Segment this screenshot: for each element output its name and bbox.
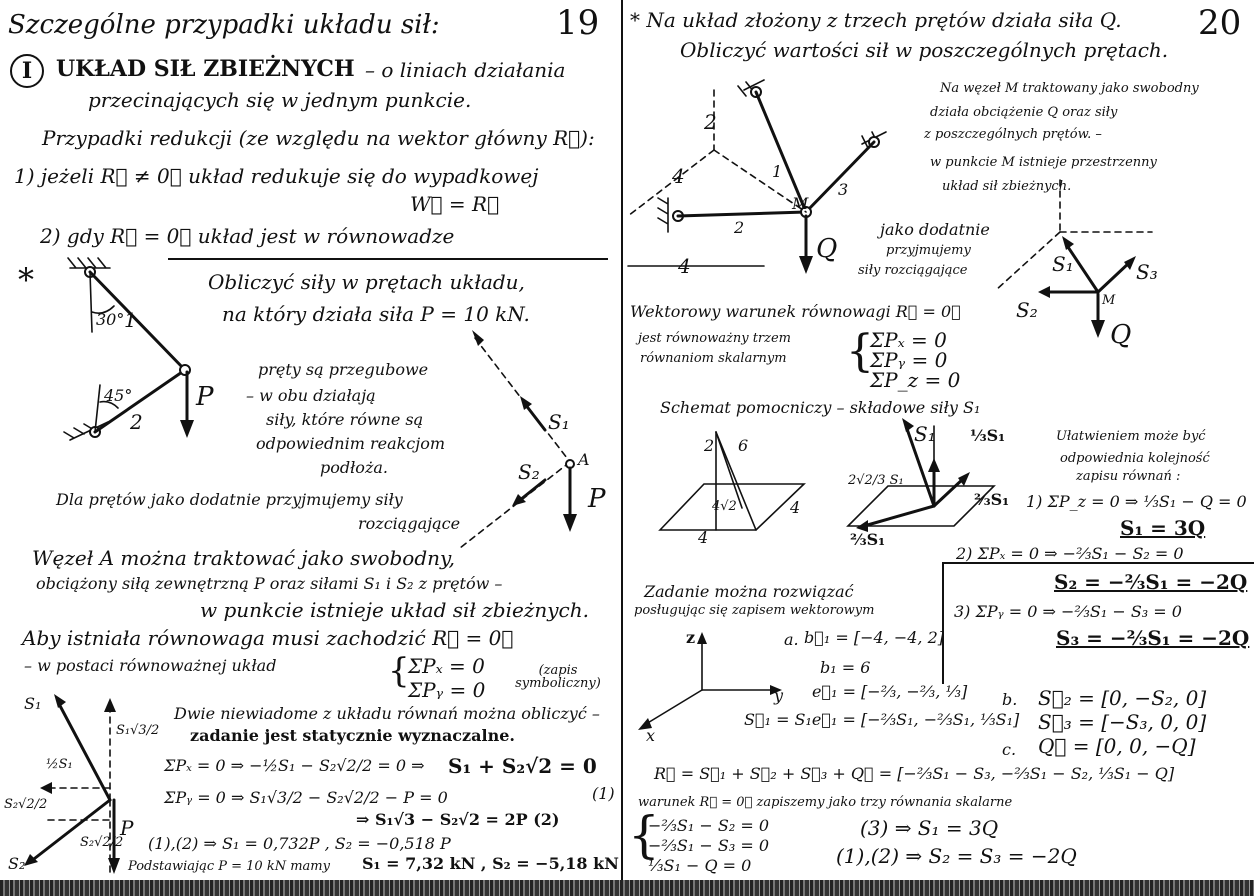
dim-2: 2 <box>704 110 717 134</box>
note-line-1: pręty są przegubowe <box>258 360 429 379</box>
system-eq-3: ⅓S₁ − Q = 0 <box>648 856 752 875</box>
aux-two-thirds-b: ⅔S₁ <box>850 530 886 549</box>
aux-dim-4sqrt2: 4√2 <box>712 499 737 514</box>
axis-z-label: z <box>686 628 696 647</box>
aux-dim-6: 6 <box>738 436 749 455</box>
aux-dim-4b: 4 <box>698 528 709 547</box>
hint-line-2: odpowiednia kolejność <box>1060 451 1210 466</box>
sketch-M-label: M <box>1102 293 1116 308</box>
fd-S2-y-label: S₂√2/2 <box>80 835 124 850</box>
case-2: 2) gdy R⃗ = 0⃗ układ jest w równowadze <box>40 224 455 248</box>
page-title: Szczególne przypadki układu sił: <box>8 10 440 40</box>
vector-S2: S⃗₂ = [0, −S₂, 0] <box>1038 686 1207 710</box>
force-P-label: P <box>196 382 214 412</box>
node-P-label: P <box>588 484 606 514</box>
note-line-3: siły, które równe są <box>266 410 424 429</box>
sketch-S1-label: S₁ <box>1052 252 1074 276</box>
tension-line-2: rozciągające <box>358 514 461 533</box>
angle-45: 45° <box>104 386 133 405</box>
page-divider <box>621 0 623 880</box>
vector-b1: b⃗₁ = [−4, −4, 2] <box>804 628 945 647</box>
tension-line-2: przyjmujemy <box>886 243 971 258</box>
vector-b-label: b. <box>1002 690 1018 709</box>
right-page: * Na układ złożony z trzech prętów działa siła Q. 20 Obliczyć wartości sił w poszczególnych prętach. 2 4 4 1 2 3 M Q Na węzeł M traktowany jako swobodny działa obciążenie Q oraz siły z poszczególnych prętów. – w punkcie M istnieje przestrzenny układ sił zbieżnych. jako dodatnie przyjmujemy siły rozciągające S₁ S₂ S₃ M Q Wektorowy warunek równowagi R⃗ = 0⃗ jest równoważny trzem równaniom skalarnym { ΣPₓ = 0 ΣPᵧ = 0 ΣP_z = 0 Schemat pomocniczy – składowe siły S₁ 2 6 4√2 4 4 2√2/3 S₁ S₁ ⅓S₁ ⅔S₁ ⅔S₁ Ułatwieniem może być odpowiednia kolejność zapisu równań : 1) ΣP_z = 0 ⇒ ⅓S₁ − Q = 0 S₁ = 3Q 2) ΣPₓ = 0 ⇒ −⅔S₁ − S₂ = 0 S₂ = −⅔S₁ = −2Q 3) ΣPᵧ = 0 ⇒ −⅔S₁ − S₃ = 0 S₃ = −⅔S₁ = −2Q Zadanie można rozwiązać posługując się zapisem wektorowym z y x a. b⃗₁ = [−4, −4, 2] b₁ = 6 e⃗₁ = [−⅔, −⅔, ⅓] S⃗₁ = S₁e⃗₁ = [−⅔S₁, −⅔S₁, ⅓S₁] b. S⃗₂ = [0, −S₂, 0] S⃗₃ = [−S₃, 0, 0] c. Q⃗ = [0, 0, −Q] R⃗ = S⃗₁ + S⃗₂ + S⃗₃ + Q⃗ = [−⅔S₁ − S₃, −⅔S₁ − S₂, ⅓S₁ − Q] warunek R⃗ = 0⃗ zapiszemy jako trzy równania skalarne { −⅔S₁ − S₂ = 0 −⅔S₁ − S₃ = 0 ⅓S₁ − Q = 0 (3) ⇒ S₁ = 3Q (1),(2) ⇒ S₂ = S₃ = −2Q <box>624 0 1254 880</box>
bar-label-1: 1 <box>124 308 137 332</box>
note-line-4: odpowiednim reakcjom <box>256 434 446 453</box>
dim-4a: 4 <box>672 164 685 188</box>
vector-a-label: a. <box>784 630 799 649</box>
node-A-label: A <box>578 450 590 469</box>
axis-x-label: x <box>646 726 656 745</box>
case-1: 1) jeżeli R⃗ ≠ 0⃗ układ redukuje się do wypadkowej <box>14 164 539 188</box>
node-S1-label: S₁ <box>548 410 570 434</box>
case-1-result: W⃗ = R⃗ <box>410 192 500 216</box>
node-desc-3: w punkcie istnieje układ sił zbieżnych. <box>200 598 589 622</box>
page-number: 19 <box>556 3 600 43</box>
vector-cond-2: jest równoważny trzem <box>638 331 792 346</box>
sum-z: ΣP_z = 0 <box>870 368 961 392</box>
sketch-Q-label: Q <box>1110 320 1132 350</box>
node-M-label: M <box>792 194 809 213</box>
eq-x: ΣPₓ = 0 ⇒ −½S₁ − S₂√2/2 = 0 ⇒ <box>164 756 425 775</box>
hint-line-1: Ułatwieniem może być <box>1056 429 1206 444</box>
section-marker: I <box>10 54 44 88</box>
bar-label-3: 3 <box>838 180 849 199</box>
vector-method-2: posługując się zapisem wektorowym <box>634 603 875 618</box>
equilibrium-cond-1: Aby istniała równowaga musi zachodzić R⃗ = 0⃗ <box>22 626 514 650</box>
node-desc-2: działa obciążenie Q oraz siły <box>930 105 1118 120</box>
vector-b1-length: b₁ = 6 <box>820 658 871 677</box>
fd-S1-x-label: ½S₁ <box>46 757 73 772</box>
eq-y: ΣPᵧ = 0 ⇒ S₁√3/2 − S₂√2/2 − P = 0 <box>164 788 448 807</box>
star-marker: * <box>18 261 34 299</box>
unknowns-line-1: Dwie niewiadome z układu równań można obliczyć – <box>174 704 600 723</box>
reduction-intro: Przypadki redukcji (ze względu na wektor główny R⃗): <box>42 126 595 150</box>
aux-dim-2: 2 <box>704 436 715 455</box>
note-line-2: – w obu działają <box>246 386 376 405</box>
tension-line-1: jako dodatnie <box>880 220 990 239</box>
aux-two-thirds-a: ⅔S₁ <box>974 490 1010 509</box>
hint-line-3: zapisu równań : <box>1076 469 1181 484</box>
left-page: Szczególne przypadki układu sił: 19 I UKŁAD SIŁ ZBIEŻNYCH – o liniach działania przecinających się w jednym punkcie. Przypadki redukcji (ze względu na wektor główny R⃗): 1) jeżeli R⃗ ≠ 0⃗ układ redukuje się do wypadkowej W⃗ = R⃗ 2) gdy R⃗ = 0⃗ układ jest w równowadze * Obliczyć siły w prętach układu, na który działa siła P = 10 kN. 1 30° 45° 2 P pręty są przegubowe – w obu działają siły, które równe są odpowiednim reakcjom podłoża. S₁ S₂ A P Dla prętów jako dodatnie przyjmujemy siły rozciągające Węzeł A można traktować jako swobodny, obciążony siłą zewnętrzną P oraz siłami S₁ i S₂ z prętów – w punkcie istnieje układ sił zbieżnych. Aby istniała równowaga musi zachodzić R⃗ = 0⃗ – w postaci równoważnej układ { ΣPₓ = 0 ΣPᵧ = 0 (zapis symboliczny) S₁ S₁√3/2 ½S₁ S₂√2/2 S₂ S₂√2/2 P Dwie niewiadome z układu równań można obliczyć – zadanie jest statycznie wyznaczalne. ΣPₓ = 0 ⇒ −½S₁ − S₂√2/2 = 0 ⇒ S₁ + S₂√2 = 0 (1) ΣPᵧ = 0 ⇒ S₁√3/2 − S₂√2/2 − P = 0 ⇒ S₁√3 − S₂√2 = 2P (2) (1),(2) ⇒ S₁ = 0,732P , S₂ = −0,518 P Podstawiając P = 10 kN mamy S₁ = 7,32 kN , S₂ = −5,18 kN <box>0 0 622 880</box>
sketch-S2-label: S₂ <box>1016 298 1038 322</box>
equilibrium-cond-2: – w postaci równoważnej układ <box>24 656 277 675</box>
result-1: S₁ = 3Q <box>1120 516 1206 540</box>
sketch-S3-label: S₃ <box>1136 260 1158 284</box>
task-line-1: Obliczyć siły w prętach układu, <box>208 270 525 294</box>
resultant-sum: R⃗ = S⃗₁ + S⃗₂ + S⃗₃ + Q⃗ = [−⅔S₁ − S₃, −⅔S₁ − S₂, ⅓S₁ − Q] <box>654 764 1175 783</box>
aux-dim-4a: 4 <box>790 498 801 517</box>
aux-S1-label: S₁ <box>914 422 936 446</box>
node-desc-1: Na węzeł M traktowany jako swobodny <box>940 81 1199 96</box>
fd-S1-y-label: S₁√3/2 <box>116 723 160 738</box>
sum-x-symbolic: ΣPₓ = 0 <box>408 654 485 678</box>
force-Q-label: Q <box>816 234 838 264</box>
system-eq-2: −⅔S₁ − S₃ = 0 <box>648 836 769 855</box>
aux-third-label: ⅓S₁ <box>970 426 1006 445</box>
solution-line-1: (1),(2) ⇒ S₁ = 0,732P , S₂ = −0,518 P <box>148 834 451 853</box>
vector-S1: S⃗₁ = S₁e⃗₁ = [−⅔S₁, −⅔S₁, ⅓S₁] <box>744 710 1020 729</box>
fd-S2-x-label: S₂√2/2 <box>4 797 48 812</box>
final-result-2: (1),(2) ⇒ S₂ = S₃ = −2Q <box>836 844 1077 868</box>
equation-2: 2) ΣPₓ = 0 ⇒ −⅔S₁ − S₂ = 0 <box>956 544 1184 563</box>
vector-method-1: Zadanie można rozwiązać <box>644 582 854 601</box>
solution-prefix: Podstawiając P = 10 kN mamy <box>128 859 330 874</box>
node-desc-2: obciążony siłą zewnętrzną P oraz siłami S₁ i S₂ z prętów – <box>36 574 503 593</box>
section-title: UKŁAD SIŁ ZBIEŻNYCH <box>56 56 355 82</box>
task-line-2: na który działa siła P = 10 kN. <box>222 302 530 326</box>
tension-line-3: siły rozciągające <box>858 263 968 278</box>
result-3: S₃ = −⅔S₁ = −2Q <box>1056 626 1250 650</box>
vector-e1: e⃗₁ = [−⅔, −⅔, ⅓] <box>812 682 968 701</box>
fd-S2-label: S₂ <box>8 854 26 873</box>
eq-x-number: (1) <box>592 784 615 803</box>
sum-x: ΣPₓ = 0 <box>870 328 947 352</box>
result-2: S₂ = −⅔S₁ = −2Q <box>1054 570 1248 594</box>
vector-cond-1: Wektorowy warunek równowagi R⃗ = 0⃗ <box>630 302 961 321</box>
sum-y: ΣPᵧ = 0 <box>870 348 948 372</box>
note-line-5: podłoża. <box>320 458 388 477</box>
problem-title-1: * Na układ złożony z trzech prętów działa siła Q. <box>630 8 1122 32</box>
solution-line-2: S₁ = 7,32 kN , S₂ = −5,18 kN <box>362 854 619 873</box>
dim-4b: 4 <box>678 254 691 278</box>
tension-line-1: Dla prętów jako dodatnie przyjmujemy siły <box>56 490 403 509</box>
unknowns-line-2: zadanie jest statycznie wyznaczalne. <box>190 726 515 745</box>
sum-y-symbolic: ΣPᵧ = 0 <box>408 678 486 702</box>
final-result-1: (3) ⇒ S₁ = 3Q <box>860 816 999 840</box>
vector-Q: Q⃗ = [0, 0, −Q] <box>1038 734 1196 758</box>
eq-y-result: ⇒ S₁√3 − S₂√2 = 2P (2) <box>356 810 560 829</box>
page-number: 20 <box>1198 3 1242 43</box>
vector-c-label: c. <box>1002 740 1017 759</box>
scan-edge <box>0 880 1254 896</box>
node-desc-5: układ sił zbieżnych. <box>942 179 1072 194</box>
aux-S1-vertical-frac: 2√2/3 S₁ <box>848 473 904 488</box>
equation-1: 1) ΣP_z = 0 ⇒ ⅓S₁ − Q = 0 <box>1026 492 1247 511</box>
symbolic-note: (zapis symboliczny) <box>515 663 601 691</box>
system-eq-1: −⅔S₁ − S₂ = 0 <box>648 816 769 835</box>
node-desc-4: w punkcie M istnieje przestrzenny <box>930 155 1157 170</box>
bar-label-2: 2 <box>734 218 745 237</box>
vector-cond-3: równaniom skalarnym <box>640 351 787 366</box>
angle-30: 30° <box>96 310 125 329</box>
vector-S3: S⃗₃ = [−S₃, 0, 0] <box>1038 710 1207 734</box>
resultant-zero: warunek R⃗ = 0⃗ zapiszemy jako trzy równania skalarne <box>638 795 1013 810</box>
auxiliary-title: Schemat pomocniczy – składowe siły S₁ <box>660 398 981 417</box>
fd-P-label: P <box>120 816 134 840</box>
section-desc-2: przecinających się w jednym punkcie. <box>88 88 472 112</box>
equation-3: 3) ΣPᵧ = 0 ⇒ −⅔S₁ − S₃ = 0 <box>954 602 1182 621</box>
section-desc-1: – o liniach działania <box>365 58 566 82</box>
node-S2-label: S₂ <box>518 460 540 484</box>
axis-y-label: y <box>774 686 784 705</box>
node-desc-1: Węzeł A można traktować jako swobodny, <box>32 546 456 570</box>
problem-title-2: Obliczyć wartości sił w poszczególnych prętach. <box>680 38 1169 62</box>
bar-label-2: 2 <box>130 410 143 434</box>
bar-label-1: 1 <box>772 162 783 181</box>
node-desc-3: z poszczególnych prętów. – <box>924 127 1102 142</box>
eq-x-result: S₁ + S₂√2 = 0 <box>448 754 597 778</box>
fd-S1-label: S₁ <box>24 694 42 713</box>
